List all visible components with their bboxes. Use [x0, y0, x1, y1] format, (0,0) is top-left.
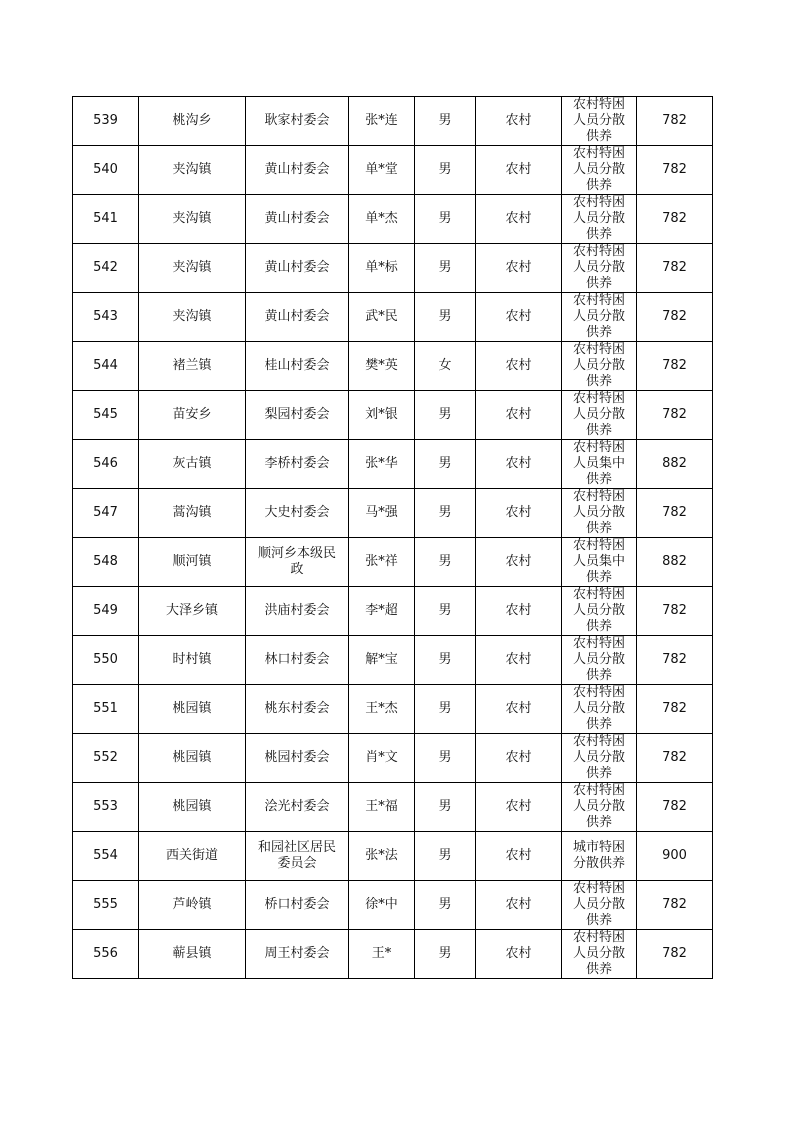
village-committee-text: 顺河乡本级民政 — [257, 546, 336, 577]
township-cell: 芦岭镇 — [139, 881, 246, 930]
area-type-cell: 农村 — [476, 685, 562, 734]
support-category-cell — [562, 244, 637, 293]
village-committee-text: 梨园村委会 — [264, 407, 330, 422]
township-cell: 褚兰镇 — [139, 342, 246, 391]
area-type-cell: 农村 — [476, 734, 562, 783]
gender-cell: 男 — [415, 587, 476, 636]
table-row — [73, 685, 713, 734]
gender-cell: 男 — [415, 881, 476, 930]
serial-number-cell: 548 — [73, 538, 139, 587]
amount-cell: 782 — [637, 391, 713, 440]
serial-number-cell: 551 — [73, 685, 139, 734]
support-category-cell — [562, 685, 637, 734]
village-committee-cell — [246, 587, 349, 636]
support-category-cell — [562, 881, 637, 930]
gender-cell: 男 — [415, 391, 476, 440]
support-category-cell — [562, 342, 637, 391]
area-type-cell: 农村 — [476, 538, 562, 587]
village-committee-text: 浍光村委会 — [264, 799, 330, 814]
township-cell: 夹沟镇 — [139, 195, 246, 244]
support-category-text: 农村特困人员分散供养 — [573, 97, 626, 144]
village-committee-text: 李桥村委会 — [264, 456, 330, 471]
area-type-cell: 农村 — [476, 636, 562, 685]
table-row — [73, 489, 713, 538]
area-type-cell: 农村 — [476, 195, 562, 244]
village-committee-text: 桂山村委会 — [264, 358, 330, 373]
table-row — [73, 734, 713, 783]
support-category-cell — [562, 293, 637, 342]
village-committee-cell — [246, 930, 349, 979]
township-cell: 大泽乡镇 — [139, 587, 246, 636]
serial-number-cell: 556 — [73, 930, 139, 979]
amount-cell: 782 — [637, 881, 713, 930]
support-category-text: 农村特困人员分散供养 — [573, 489, 626, 536]
person-name-cell: 单*堂 — [349, 146, 415, 195]
village-committee-cell — [246, 391, 349, 440]
village-committee-cell — [246, 195, 349, 244]
table-row — [73, 636, 713, 685]
support-category-cell — [562, 489, 637, 538]
serial-number-cell: 544 — [73, 342, 139, 391]
gender-cell: 男 — [415, 440, 476, 489]
support-category-cell — [562, 146, 637, 195]
person-name-cell: 樊*英 — [349, 342, 415, 391]
gender-cell: 男 — [415, 930, 476, 979]
person-name-cell: 单*标 — [349, 244, 415, 293]
table-row — [73, 538, 713, 587]
table-row — [73, 440, 713, 489]
table-row — [73, 881, 713, 930]
person-name-cell: 单*杰 — [349, 195, 415, 244]
village-committee-cell — [246, 146, 349, 195]
person-name-cell: 张*法 — [349, 832, 415, 881]
serial-number-cell: 550 — [73, 636, 139, 685]
area-type-cell: 农村 — [476, 881, 562, 930]
support-category-text: 农村特困人员分散供养 — [573, 391, 626, 438]
person-name-cell: 徐*中 — [349, 881, 415, 930]
person-name-cell: 马*强 — [349, 489, 415, 538]
person-name-cell: 王* — [349, 930, 415, 979]
amount-cell: 782 — [637, 685, 713, 734]
support-category-text: 农村特困人员集中供养 — [573, 538, 626, 585]
support-category-text: 农村特困人员分散供养 — [573, 342, 626, 389]
person-name-cell: 张*祥 — [349, 538, 415, 587]
township-cell: 西关街道 — [139, 832, 246, 881]
township-cell: 桃沟乡 — [139, 97, 246, 146]
village-committee-text: 桃园村委会 — [264, 750, 330, 765]
township-cell: 蒿沟镇 — [139, 489, 246, 538]
amount-cell: 782 — [637, 734, 713, 783]
area-type-cell: 农村 — [476, 832, 562, 881]
table-row — [73, 293, 713, 342]
serial-number-cell: 540 — [73, 146, 139, 195]
village-committee-cell — [246, 783, 349, 832]
township-cell: 夹沟镇 — [139, 293, 246, 342]
support-category-cell — [562, 391, 637, 440]
amount-cell: 882 — [637, 538, 713, 587]
township-cell: 桃园镇 — [139, 783, 246, 832]
township-cell: 顺河镇 — [139, 538, 246, 587]
support-category-text: 农村特困人员分散供养 — [573, 881, 626, 928]
gender-cell: 男 — [415, 685, 476, 734]
amount-cell: 782 — [637, 636, 713, 685]
gender-cell: 男 — [415, 489, 476, 538]
amount-cell: 782 — [637, 783, 713, 832]
amount-cell: 782 — [637, 342, 713, 391]
village-committee-cell — [246, 293, 349, 342]
village-committee-cell — [246, 685, 349, 734]
table-row — [73, 587, 713, 636]
village-committee-text: 洪庙村委会 — [264, 603, 330, 618]
area-type-cell: 农村 — [476, 342, 562, 391]
area-type-cell: 农村 — [476, 391, 562, 440]
area-type-cell: 农村 — [476, 244, 562, 293]
support-category-cell — [562, 97, 637, 146]
township-cell: 桃园镇 — [139, 685, 246, 734]
amount-cell: 782 — [637, 97, 713, 146]
support-category-cell — [562, 587, 637, 636]
support-category-text: 农村特困人员分散供养 — [573, 587, 626, 634]
support-category-text: 农村特困人员集中供养 — [573, 440, 626, 487]
serial-number-cell: 546 — [73, 440, 139, 489]
person-name-cell: 张*华 — [349, 440, 415, 489]
village-committee-text: 林口村委会 — [264, 652, 330, 667]
amount-cell: 782 — [637, 195, 713, 244]
township-cell: 时村镇 — [139, 636, 246, 685]
person-name-cell: 王*杰 — [349, 685, 415, 734]
village-committee-cell — [246, 832, 349, 881]
gender-cell: 女 — [415, 342, 476, 391]
village-committee-cell — [246, 881, 349, 930]
support-category-text: 农村特困人员分散供养 — [573, 930, 626, 977]
village-committee-text: 大史村委会 — [264, 505, 330, 520]
support-category-cell — [562, 636, 637, 685]
amount-cell: 782 — [637, 587, 713, 636]
person-name-cell: 李*超 — [349, 587, 415, 636]
support-category-text: 城市特困分散供养 — [573, 840, 626, 871]
support-category-text: 农村特困人员分散供养 — [573, 146, 626, 193]
gender-cell: 男 — [415, 244, 476, 293]
support-category-text: 农村特困人员分散供养 — [573, 244, 626, 291]
serial-number-cell: 553 — [73, 783, 139, 832]
table-row — [73, 97, 713, 146]
serial-number-cell: 554 — [73, 832, 139, 881]
amount-cell: 782 — [637, 489, 713, 538]
amount-cell: 782 — [637, 930, 713, 979]
assistance-roster-table — [72, 96, 713, 979]
support-category-cell — [562, 734, 637, 783]
village-committee-cell — [246, 440, 349, 489]
gender-cell: 男 — [415, 195, 476, 244]
township-cell: 夹沟镇 — [139, 146, 246, 195]
support-category-cell — [562, 832, 637, 881]
gender-cell: 男 — [415, 97, 476, 146]
area-type-cell: 农村 — [476, 440, 562, 489]
village-committee-text: 黄山村委会 — [264, 162, 330, 177]
township-cell: 灰古镇 — [139, 440, 246, 489]
village-committee-text: 桥口村委会 — [264, 897, 330, 912]
table-row — [73, 930, 713, 979]
table-row — [73, 832, 713, 881]
township-cell: 桃园镇 — [139, 734, 246, 783]
area-type-cell: 农村 — [476, 489, 562, 538]
serial-number-cell: 545 — [73, 391, 139, 440]
village-committee-text: 黄山村委会 — [264, 309, 330, 324]
village-committee-text: 桃东村委会 — [264, 701, 330, 716]
table-row — [73, 391, 713, 440]
village-committee-cell — [246, 342, 349, 391]
area-type-cell: 农村 — [476, 97, 562, 146]
serial-number-cell: 555 — [73, 881, 139, 930]
person-name-cell: 武*民 — [349, 293, 415, 342]
serial-number-cell: 539 — [73, 97, 139, 146]
person-name-cell: 解*宝 — [349, 636, 415, 685]
support-category-text: 农村特困人员分散供养 — [573, 195, 626, 242]
support-category-cell — [562, 538, 637, 587]
gender-cell: 男 — [415, 293, 476, 342]
village-committee-text: 和园社区居民委员会 — [257, 840, 336, 871]
serial-number-cell: 547 — [73, 489, 139, 538]
village-committee-text: 黄山村委会 — [264, 260, 330, 275]
support-category-text: 农村特困人员分散供养 — [573, 685, 626, 732]
person-name-cell: 王*福 — [349, 783, 415, 832]
village-committee-cell — [246, 244, 349, 293]
serial-number-cell: 542 — [73, 244, 139, 293]
support-category-cell — [562, 930, 637, 979]
serial-number-cell: 552 — [73, 734, 139, 783]
area-type-cell: 农村 — [476, 587, 562, 636]
township-cell: 苗安乡 — [139, 391, 246, 440]
gender-cell: 男 — [415, 783, 476, 832]
township-cell: 夹沟镇 — [139, 244, 246, 293]
table-row — [73, 342, 713, 391]
area-type-cell: 农村 — [476, 146, 562, 195]
amount-cell: 900 — [637, 832, 713, 881]
village-committee-text: 周王村委会 — [264, 946, 330, 961]
person-name-cell: 刘*银 — [349, 391, 415, 440]
amount-cell: 782 — [637, 244, 713, 293]
area-type-cell: 农村 — [476, 293, 562, 342]
amount-cell: 782 — [637, 293, 713, 342]
serial-number-cell: 543 — [73, 293, 139, 342]
support-category-text: 农村特困人员分散供养 — [573, 636, 626, 683]
amount-cell: 782 — [637, 146, 713, 195]
area-type-cell: 农村 — [476, 783, 562, 832]
gender-cell: 男 — [415, 832, 476, 881]
support-category-text: 农村特困人员分散供养 — [573, 293, 626, 340]
support-category-cell — [562, 440, 637, 489]
village-committee-cell — [246, 734, 349, 783]
village-committee-text: 黄山村委会 — [264, 211, 330, 226]
support-category-cell — [562, 783, 637, 832]
gender-cell: 男 — [415, 146, 476, 195]
village-committee-cell — [246, 489, 349, 538]
gender-cell: 男 — [415, 636, 476, 685]
serial-number-cell: 549 — [73, 587, 139, 636]
person-name-cell: 张*连 — [349, 97, 415, 146]
area-type-cell: 农村 — [476, 930, 562, 979]
support-category-text: 农村特困人员分散供养 — [573, 734, 626, 781]
amount-cell: 882 — [637, 440, 713, 489]
support-category-text: 农村特困人员分散供养 — [573, 783, 626, 830]
person-name-cell: 肖*文 — [349, 734, 415, 783]
village-committee-cell — [246, 538, 349, 587]
support-category-cell — [562, 195, 637, 244]
table-row — [73, 244, 713, 293]
township-cell: 蕲县镇 — [139, 930, 246, 979]
gender-cell: 男 — [415, 734, 476, 783]
roster-body — [73, 97, 713, 979]
table-row — [73, 783, 713, 832]
table-row — [73, 146, 713, 195]
village-committee-cell — [246, 97, 349, 146]
village-committee-text: 耿家村委会 — [264, 113, 330, 128]
gender-cell: 男 — [415, 538, 476, 587]
serial-number-cell: 541 — [73, 195, 139, 244]
village-committee-cell — [246, 636, 349, 685]
table-row — [73, 195, 713, 244]
